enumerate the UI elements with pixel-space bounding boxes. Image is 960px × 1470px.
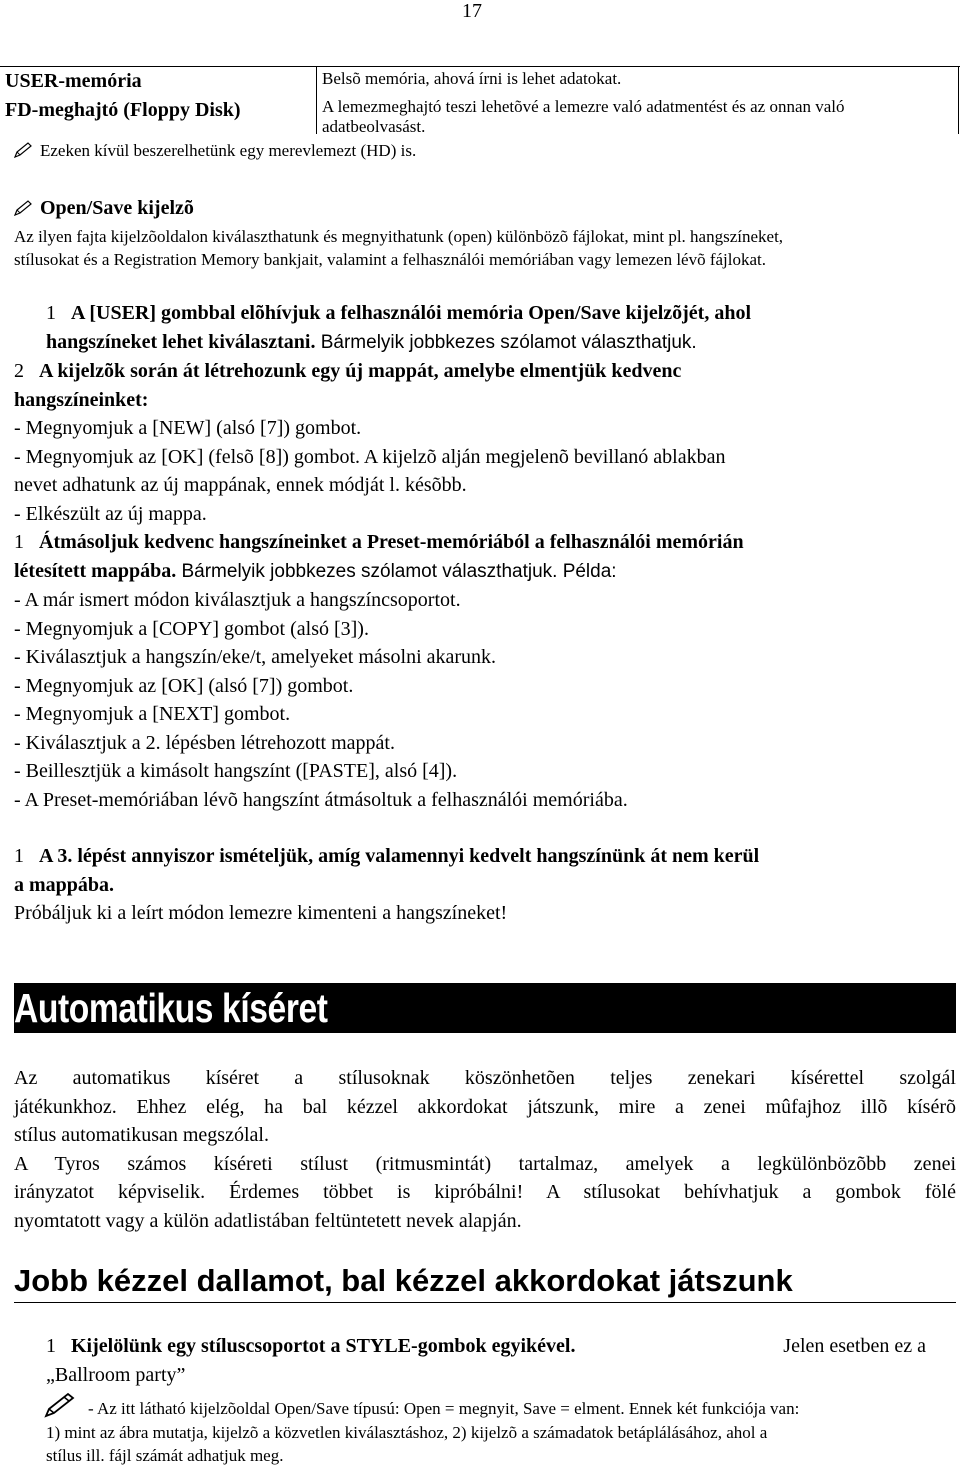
list-item: - Megnyomjuk a [COPY] gombot (alsó [3]). — [14, 617, 369, 640]
paragraph-line: stílus automatikusan megszólal. — [14, 1124, 269, 1146]
step-number: 1 — [46, 1335, 56, 1357]
open-save-line2: stílusokat és a Registration Memory bankjait, valamint a felhasználói memóriában vagy lemezen lévõ fájlokat. — [14, 250, 767, 269]
list-item: - A Preset-memóriában lévõ hangszínt átmásoltuk a felhasználói memóriába. — [14, 788, 628, 811]
page-number: 17 — [462, 0, 482, 22]
term-fd-meghajto: FD-meghajtó (Floppy Disk) — [5, 99, 241, 121]
step-new-folder-bold-line1: A kijelzõk során át létrehozunk egy új mappát, amelybe elmentjük kedvenc — [39, 360, 682, 382]
step-copy-bold-line1: Átmásoljuk kedvenc hangszíneinket a Preset-memóriából a felhasználói memórián — [39, 531, 744, 553]
step-user-bold-line1: A [USER] gombbal elõhívjuk a felhasználói memória Open/Save kijelzõjét, ahol — [71, 302, 751, 324]
list-item: - Kiválasztjuk a 2. lépésben létrehozott mappát. — [14, 731, 395, 754]
step-style-select-bold: Kijelölünk egy stíluscsoportot a STYLE-gombok egyikével. — [71, 1335, 576, 1357]
table-top-border — [0, 66, 960, 67]
table-column-divider — [316, 66, 317, 134]
note-line1: - Az itt látható kijelzõoldal Open/Save típusú: Open = megnyit, Save = elment. Ennek két funkciója van: — [88, 1399, 800, 1418]
step-number: 1 — [14, 845, 24, 867]
note-line3: stílus ill. fájl számát adhatjuk meg. — [46, 1446, 284, 1465]
pen-icon — [44, 1392, 76, 1418]
list-item: - Megnyomjuk az [OK] (alsó [7]) gombot. — [14, 674, 354, 697]
list-item: - Megnyomjuk a [NEW] (alsó [7]) gombot. — [14, 417, 362, 439]
section1-paragraph — [14, 1064, 956, 1235]
list-item: - Megnyomjuk a [NEXT] gombot. — [14, 703, 291, 725]
section-banner — [14, 983, 956, 1033]
desc-fd-meghajto-line2: adatbeolvasást. — [322, 117, 426, 136]
open-save-heading-text: Open/Save kijelzõ — [40, 197, 194, 219]
step-number: 1 — [46, 302, 56, 324]
paragraph-line: Az automatikus kíséret a stílusoknak köszönhetõen teljes zenekari kísérettel szolgál — [14, 1067, 956, 1089]
table-right-border — [958, 66, 959, 134]
list-item: - A már ismert módon kiválasztjuk a hangszíncsoportot. — [14, 589, 461, 611]
step-number: 1 — [14, 531, 24, 553]
hd-note — [14, 141, 416, 161]
paragraph-line: játékunkhoz. Ehhez elég, ha bal kézzel akkordokat játszunk, mire a zenei mûfajhoz illõ kísérõ — [14, 1095, 956, 1118]
step-repeat-bold-line1: A 3. lépést annyiszor ismételjük, amíg valamennyi kedvelt hangszínünk át nem kerül — [39, 845, 760, 867]
step-repeat-normal: Próbáljuk ki a leírt módon lemezre kimenteni a hangszíneket! — [14, 902, 508, 924]
step-copy-bold-line2: létesített mappába. — [14, 559, 177, 582]
list-item: - Megnyomjuk az [OK] (felsõ [8]) gombot. A kijelzõ alján megjelenõ bevillanó ablakban — [14, 445, 726, 468]
desc-user-memoria: Belsõ memória, ahová írni is lehet adatokat. — [322, 69, 622, 88]
desc-fd-meghajto-line1: A lemezmeghajtó teszi lehetõvé a lemezre való adatmentést és az onnan való — [322, 97, 845, 116]
step-style-select — [46, 1332, 926, 1389]
step-number: 2 — [14, 360, 24, 382]
pencil-icon — [14, 200, 32, 216]
step-user-normal: Bármelyik jobbkezes szólamot választhatjuk. — [315, 331, 697, 353]
step-style-select-normal: Jelen esetben ez a — [783, 1335, 926, 1357]
step-user — [46, 299, 751, 357]
note-line2: 1) mint az ábra mutatja, kijelzõ a közvetlen kiválasztáshoz, 2) kijelzõ a számadatok betáplálásához, ahol a — [46, 1423, 768, 1442]
list-item: - Beillesztjük a kimásolt hangszínt ([PASTE], alsó [4]). — [14, 760, 458, 782]
step-new-folder-bold-line2: hangszíneinket: — [14, 388, 149, 411]
section-title-automatikus-kiseret: Automatikus kíséret — [14, 985, 328, 1031]
section-title-jobb-kezzel: Jobb kézzel dallamot, bal kézzel akkordokat játszunk — [14, 1263, 793, 1298]
list-item: - Elkészült az új mappa. — [14, 502, 207, 525]
step-user-bold-line2: hangszíneket lehet kiválasztani. — [46, 330, 316, 353]
term-user-memoria: USER-memória — [5, 70, 142, 92]
paragraph-line: irányzatot képviselik. Érdemes többet is kipróbálni! A stílusokat behívhatjuk a gombok fölé — [14, 1181, 956, 1203]
step-repeat — [14, 842, 759, 928]
pencil-icon — [14, 142, 32, 158]
step-new-folder — [14, 357, 725, 528]
step-copy — [14, 528, 744, 814]
paragraph-line: nyomtatott vagy a külön adatlistában feltüntetett nevek alapján. — [14, 1209, 522, 1232]
list-item: nevet adhatunk az új mappának, ennek módját l. késõbb. — [14, 474, 467, 496]
step-copy-normal: Bármelyik jobbkezes szólamot választhatjuk. Példa: — [176, 560, 617, 582]
step-repeat-bold-line2: a mappába. — [14, 873, 115, 896]
open-save-heading — [14, 197, 194, 220]
open-save-line1: Az ilyen fajta kijelzõoldalon kiválaszthatunk és megnyithatunk (open) különbözõ fájlokat, mint pl. hangszíneket, — [14, 227, 784, 246]
hd-note-text: Ezeken kívül beszerelhetünk egy merevlemezt (HD) is. — [40, 141, 417, 160]
section-underline — [14, 1302, 956, 1303]
list-item: - Kiválasztjuk a hangszín/eke/t, amelyeket másolni akarunk. — [14, 646, 497, 668]
step-style-select-line2: „Ballroom party” — [46, 1363, 186, 1386]
paragraph-line: A Tyros számos kíséreti stílust (ritmusmintát) tartalmaz, amelyek a legkülönbözõbb zenei — [14, 1152, 956, 1175]
